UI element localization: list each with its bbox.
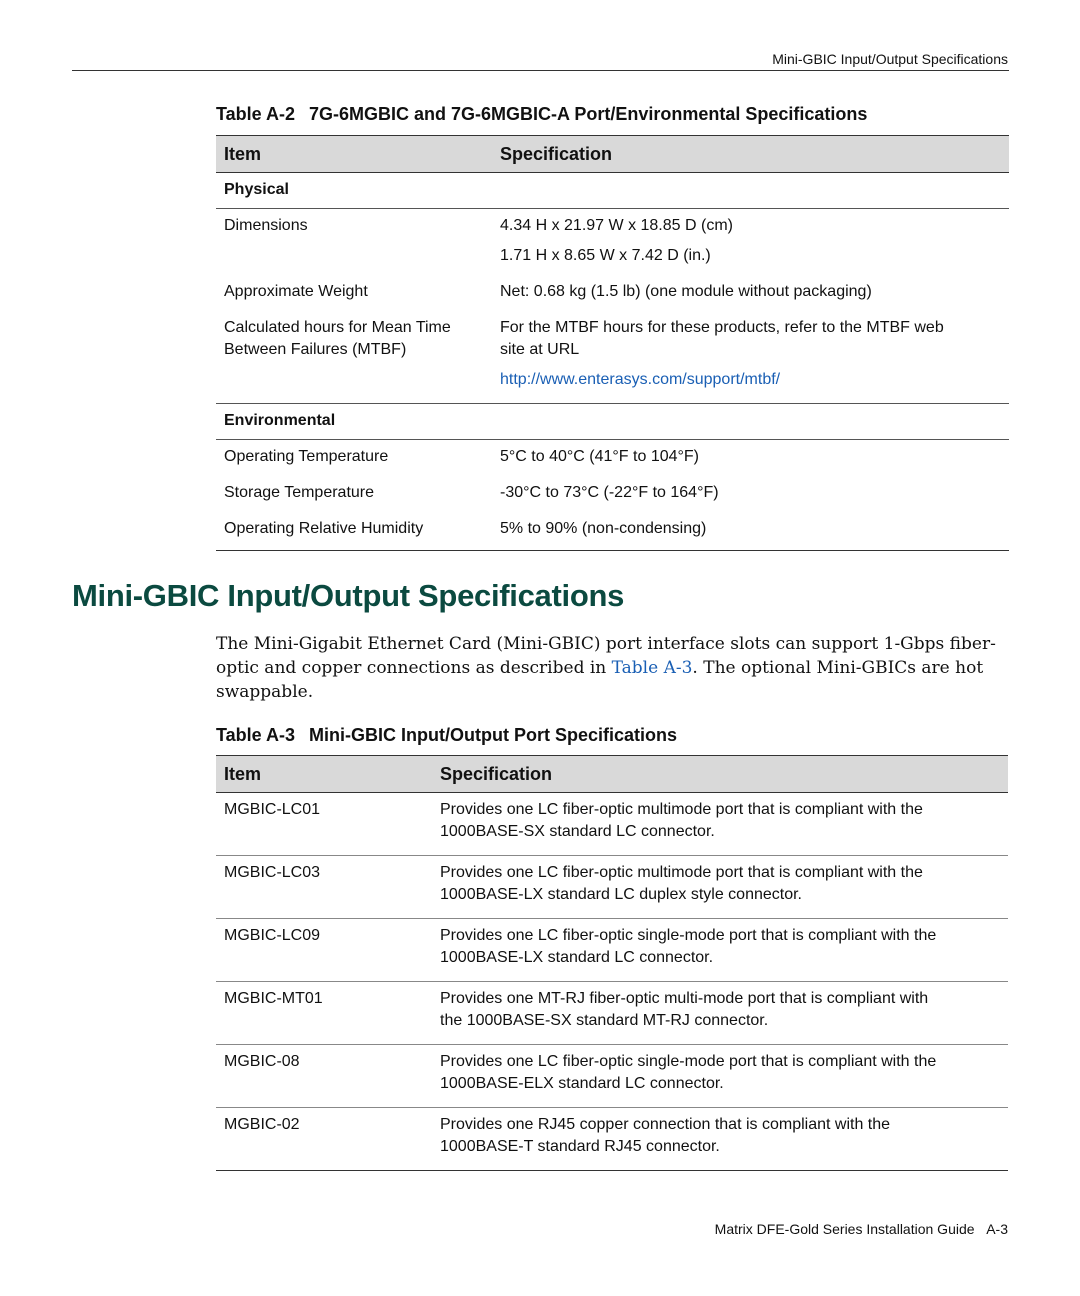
table-row: [216, 237, 1009, 281]
table-row: [216, 209, 1009, 238]
group-row-environmental: [216, 404, 1009, 440]
spec-cell: Provides one MT-RJ fiber-optic multi-mode port that is compliant with the 1000BASE-SX standard MT-RJ connector.: [432, 982, 1008, 1045]
table-a2-number: Table A-2: [216, 104, 296, 124]
body-text-part1: The Mini-Gigabit Ethernet Card (Mini-GBIC) port interface slots can support 1-Gbps fiber-optic and copper connections as described in: [216, 634, 996, 678]
table-row: [216, 856, 1008, 919]
item-cell: MGBIC-LC01: [216, 793, 432, 856]
table-row: [216, 1045, 1008, 1108]
spec-cell: Provides one RJ45 copper connection that is compliant with the 1000BASE-T standard RJ45 connector.: [432, 1108, 1008, 1171]
group-row-physical: [216, 173, 1009, 209]
table-a3-number: Table A-3: [216, 725, 296, 745]
item-cell: MGBIC-02: [216, 1108, 432, 1171]
item-storage-temperature: Storage Temperature: [224, 484, 375, 501]
footer-guide-title: Matrix DFE-Gold Series Installation Guide: [714, 1221, 975, 1237]
spec-cell: Provides one LC fiber-optic single-mode port that is compliant with the 1000BASE-ELX standard LC connector.: [432, 1045, 1008, 1108]
footer-page-number: A-3: [986, 1221, 1008, 1237]
group-label-environmental: Environmental: [216, 404, 492, 440]
body-paragraph: [216, 632, 996, 704]
table-row: [216, 440, 1009, 483]
spec-mtbf-line1: For the MTBF hours for these products, refer to the MTBF web: [500, 319, 944, 336]
body-text-part2: . The optional Mini-GBICs are hot swappable.: [216, 658, 984, 702]
table-a3-crossref-link[interactable]: Table A-3: [611, 658, 693, 678]
table-row: [216, 361, 1009, 404]
page-footer: [715, 1221, 1008, 1237]
item-cell: MGBIC-LC09: [216, 919, 432, 982]
item-cell: MGBIC-08: [216, 1045, 432, 1108]
item-mtbf-line1: Calculated hours for Mean Time: [224, 319, 451, 336]
table-row: [216, 919, 1008, 982]
column-header-specification: Specification: [492, 136, 1009, 173]
spec-cell: Provides one LC fiber-optic single-mode port that is compliant with the 1000BASE-LX standard LC connector.: [432, 919, 1008, 982]
item-weight: Approximate Weight: [224, 283, 368, 300]
table-a3-title: Mini-GBIC Input/Output Port Specifications: [309, 725, 677, 745]
item-humidity: Operating Relative Humidity: [216, 518, 492, 551]
spec-humidity: 5% to 90% (non-condensing): [492, 518, 1009, 551]
table-row: [216, 518, 1009, 551]
mtbf-url-link[interactable]: http://www.enterasys.com/support/mtbf/: [500, 371, 781, 388]
spec-operating-temperature: 5°C to 40°C (41°F to 104°F): [500, 448, 700, 465]
item-cell: MGBIC-MT01: [216, 982, 432, 1045]
table-a2-header-row: [216, 136, 1009, 173]
spec-dimensions-in: 1.71 H x 8.65 W x 7.42 D (in.): [500, 247, 711, 264]
table-row: [216, 317, 1009, 339]
header-rule: [72, 70, 1009, 71]
table-a3-caption: [216, 725, 677, 746]
table-row: [216, 339, 1009, 361]
column-header-specification: Specification: [432, 756, 1008, 793]
spec-dimensions-cm: 4.34 H x 21.97 W x 18.85 D (cm): [500, 217, 733, 234]
section-title: Mini-GBIC Input/Output Specifications: [72, 578, 625, 613]
table-a2-caption: [216, 104, 867, 125]
table-row: [216, 1108, 1008, 1171]
table-row: [216, 482, 1009, 518]
running-head: Mini-GBIC Input/Output Specifications: [772, 51, 1008, 67]
table-a2-title: 7G-6MGBIC and 7G-6MGBIC-A Port/Environmental Specifications: [309, 104, 868, 124]
spec-cell: Provides one LC fiber-optic multimode port that is compliant with the 1000BASE-SX standard LC connector.: [432, 793, 1008, 856]
table-a2: [216, 135, 1009, 551]
spec-weight: Net: 0.68 kg (1.5 lb) (one module without packaging): [500, 283, 872, 300]
column-header-item: Item: [216, 136, 492, 173]
item-operating-temperature: Operating Temperature: [224, 448, 389, 465]
table-row: [216, 281, 1009, 317]
group-label-physical: Physical: [216, 173, 492, 209]
item-cell: MGBIC-LC03: [216, 856, 432, 919]
column-header-item: Item: [216, 756, 432, 793]
item-mtbf-line2: Between Failures (MTBF): [224, 341, 407, 358]
spec-cell: Provides one LC fiber-optic multimode port that is compliant with the 1000BASE-LX standard LC duplex style connector.: [432, 856, 1008, 919]
table-a3: [216, 755, 1008, 1171]
item-dimensions: Dimensions: [224, 217, 308, 234]
spec-storage-temperature: -30°C to 73°C (-22°F to 164°F): [500, 484, 719, 501]
table-row: [216, 793, 1008, 856]
spec-mtbf-line2: site at URL: [500, 341, 580, 358]
table-a3-header-row: [216, 756, 1008, 793]
table-row: [216, 982, 1008, 1045]
